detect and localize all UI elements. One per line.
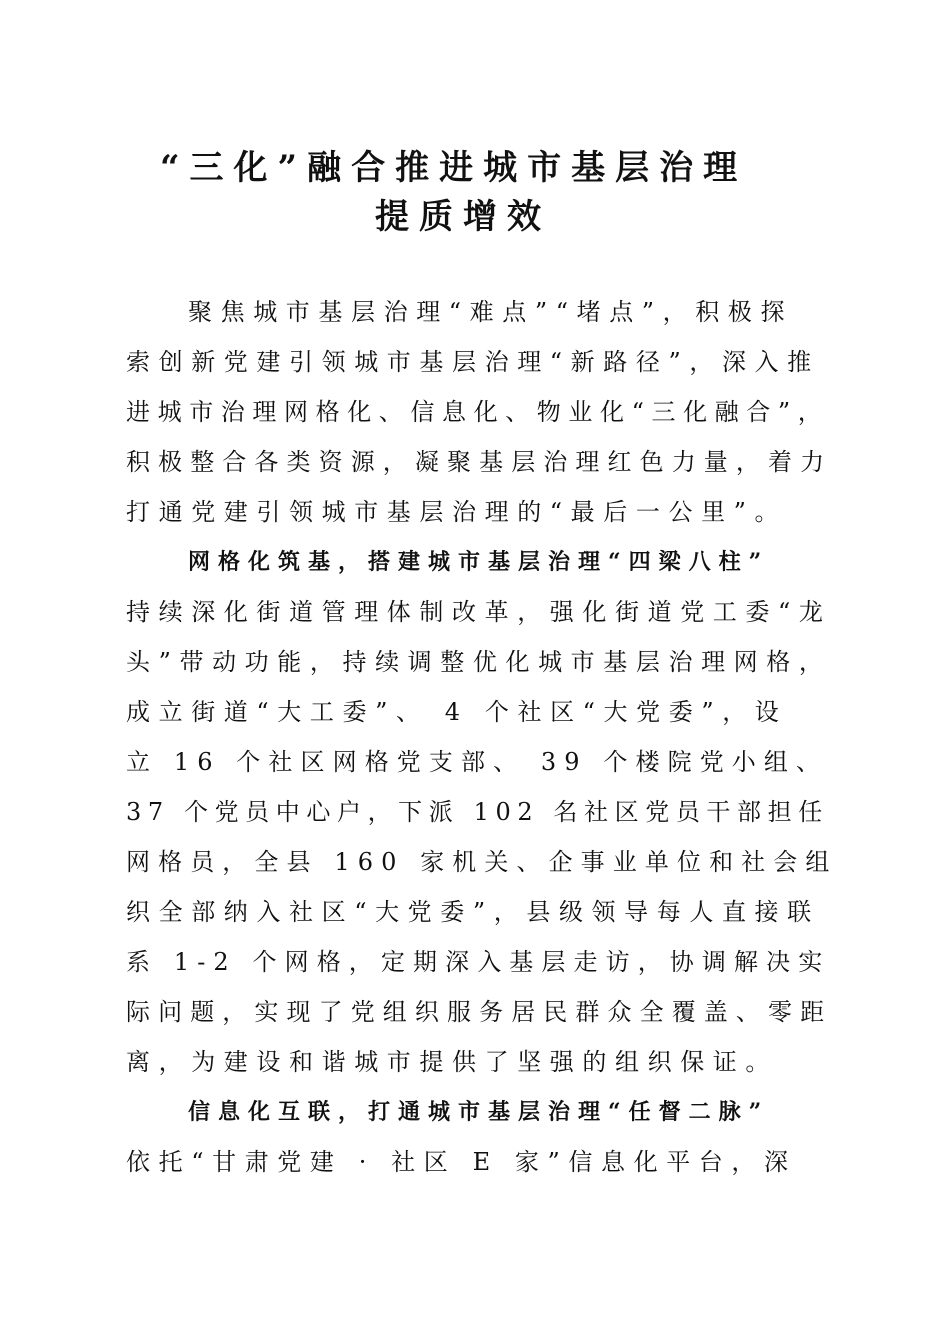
paragraph-line: 进城市治理网格化、信息化、物业化“三化融合”， [126, 398, 830, 426]
paragraph-line: 织全部纳入社区“大党委”，县级领导每人直接联 [126, 898, 820, 926]
paragraph-line: 网格员，全县 160 家机关、企事业单位和社会组 [126, 848, 838, 876]
paragraph-line: 37 个党员中心户，下派 102 名社区党员干部担任 [126, 798, 829, 826]
paragraph-line: 成立街道“大工委”、 4 个社区“大党委”，设 [126, 698, 788, 726]
section-heading: 网格化筑基，搭建城市基层治理“四梁八柱” [188, 549, 770, 575]
paragraph-line: 系 1-2 个网格，定期深入基层走访，协调解决实 [126, 948, 831, 976]
paragraph-line: 离，为建设和谐城市提供了坚强的组织保证。 [126, 1048, 778, 1076]
paragraph-line: 积极整合各类资源，凝聚基层治理红色力量，着力 [126, 448, 833, 476]
paragraph-line: 索创新党建引领城市基层治理“新路径”，深入推 [126, 348, 820, 376]
section-heading: 信息化互联，打通城市基层治理“任督二脉” [188, 1099, 770, 1125]
paragraph-line: 依托“甘肃党建 · 社区 E 家”信息化平台，深 [126, 1148, 797, 1176]
paragraph-line: 聚焦城市基层治理“难点”“堵点”，积极探 [188, 298, 794, 326]
paragraph-line: 持续深化街道管理体制改革，强化街道党工委“龙 [126, 598, 832, 626]
paragraph-line: 打通党建引领城市基层治理的“最后一公里”。 [126, 498, 788, 526]
paragraph-line: 际问题，实现了党组织服务居民群众全覆盖、零距 [126, 998, 833, 1026]
paragraph-line: 立 16 个社区网格党支部、 39 个楼院党小组、 [126, 748, 829, 776]
paragraph-line: 头”带动功能，持续调整优化城市基层治理网格， [126, 648, 832, 676]
document-title-line-2: 提质增效 [375, 197, 551, 237]
document-title-line-1: “三化”融合推进城市基层治理 [160, 148, 748, 188]
